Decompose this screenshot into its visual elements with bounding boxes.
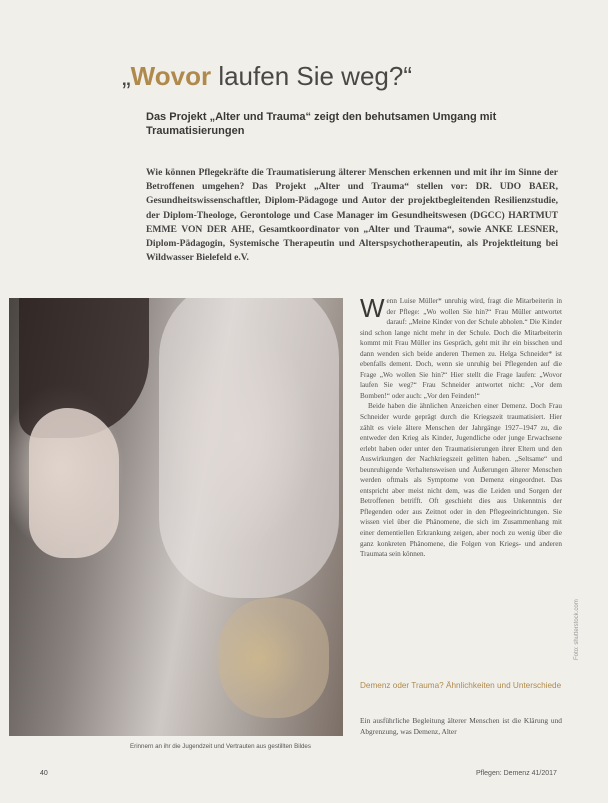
headline-accent-word: Wovor (130, 61, 212, 91)
article-headline (122, 60, 562, 92)
article-body-column (360, 293, 562, 560)
section-subheading: Demenz oder Trauma? Ähnlichkeiten und Unterschiede (360, 681, 562, 690)
article-subhead: Das Projekt „Alter und Trauma“ zeigt den behutsamen Umgang mit Traumatisierungen (146, 111, 497, 137)
magazine-issue: Pflegen: Demenz 41/2017 (476, 770, 557, 777)
headline-rest: laufen Sie weg?“ (211, 61, 412, 91)
photo-caption: Erinnern an ihr die Jugendzeit und Vertrauten aus gestillten Bildes (130, 743, 311, 750)
photo-credit: Foto: shutterstock.com (574, 599, 580, 660)
body-paragraph-3: Ein ausführliche Begleitung älterer Menschen ist die Klärung und Abgrenzung, was Demenz, Alter (360, 716, 562, 736)
article-intro: Wie können Pflegekräfte die Traumatisierung älterer Menschen erkennen und mit ihr im Sinne der Betroffenen umgehen? Das Projekt „Alter und Trauma“ stellen vor: DR. UDO BAER, Gesundheitswissenschaftler, Diplom-Pädagoge und Autor der projektbegleitenden Resilienzstudie, der Diplom-Theologe, Gerontologe und Case Manager im Gesundheitswesen (DGCC) HARTMUT EMME VON DER AHE, Gesamtkoordinator von „Alter und Trauma“, sowie ANKE LESNER, Diplom-Pädagogin, Systemische Therapeutin und Alterspsychotherapeutin, als Projektleitung bei Wildwasser Bielefeld e.V. (146, 167, 558, 264)
page-number: 40 (40, 770, 48, 777)
photo-woman-profile (29, 408, 119, 558)
body-paragraph-1: enn Luise Müller* unruhig wird, fragt die Mitarbeiterin in der Pflege: „Wo wollen Sie hin?“ Frau Müller antwortet darauf: „Meine Kinder von der Schule abholen.“ Die Kinder sind schon lange nicht mehr in der Schule. Doch die Mitarbeiterin kommt mit Frau Müller ins Gespräch, geht mit ihr ein bisschen und dann wenden sich beide anderen Themen zu. Helga Schneider* ist ebenfalls dement. Doch, wenn sie unruhig bei Pflegenden auf die Frage „Wo wollen Sie hin?“ Hier stellt die Frage laufen: „Wovor laufen Sie weg?“ Frau Schneider antwortet nicht: „Vor dem Bomben!“ oder auch: „Vor den Feinden!“ (360, 297, 562, 400)
photo-elderly-face (219, 598, 329, 718)
article-photo (9, 298, 343, 736)
drop-cap: W (360, 293, 385, 323)
photo-scarf-shape (159, 298, 339, 598)
headline-open-quote: „ (122, 61, 131, 91)
body-paragraph-2: Beide haben die ähnlichen Anzeichen einer Demenz. Doch Frau Schneider wurde geprägt durch die Kriegszeit traumatisiert. Hier zählt es viele ältere Menschen der Jahrgänge 1927–1947 zu, die entweder den Krieg als Kinder, Jugendliche oder junge Erwachsene erlebt haben oder unter den Traumatisierungen ihrer Eltern und den Auswirkungen der Nachkriegszeit gelitten haben. „Seltsame“ und beunruhigende Verhaltensweisen und Äußerungen älterer Menschen werden oftmals als Symptome von Demenz eingeordnet. Das entspricht aber meist nicht dem, was die Leiden und Sorgen der Betroffenen betrifft. Oft geschieht dies aus Unkenntnis der Pflegenden oder aus Zeitnot oder in den Pflegeeinrichtungen. Sie wissen viel über die Phänomene, die sich im Zusammenhang mit einer dementiellen Erkrankung zeigen, aber noch zu wenig über die ganz konkreten Phänomene, die Folgen von Kriegs- und anderen Traumata sein können. (360, 402, 562, 559)
